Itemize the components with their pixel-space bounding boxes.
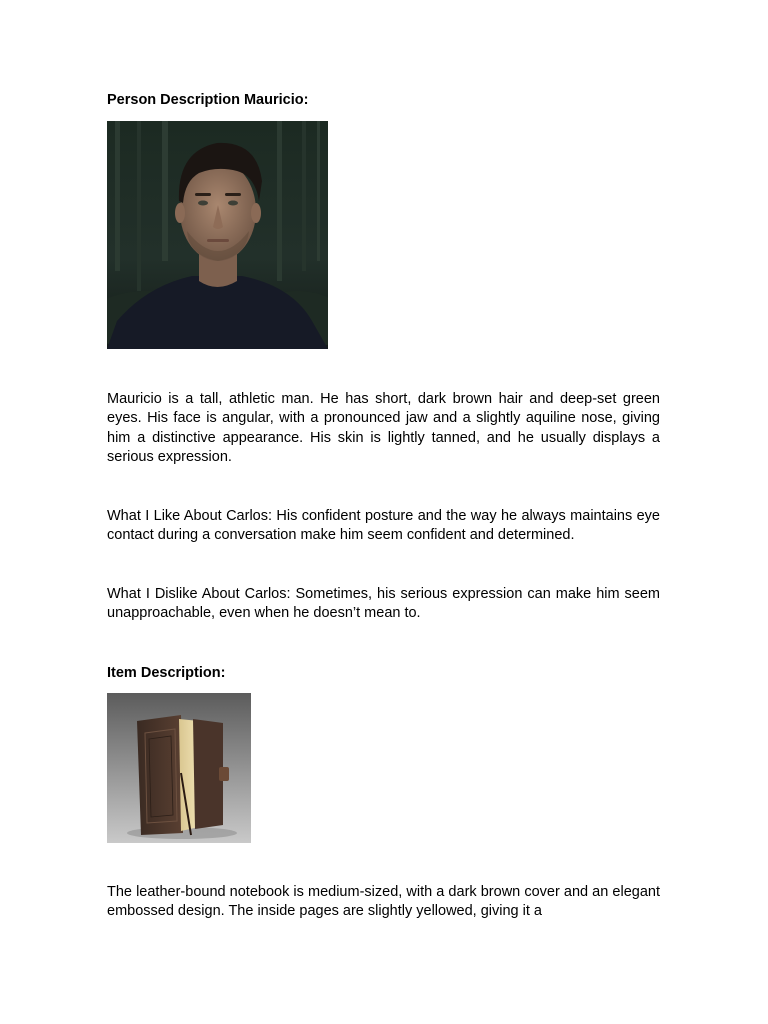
person-description: Mauricio is a tall, athletic man. He has short, dark brown hair and deep-set green eyes. His face is angular, with a pronounced jaw and a slightly aquiline nose, giving him a distinctive appearance. His skin is lightly tanned, and he usually displays a serious expression.	[107, 391, 660, 465]
notebook-photo-icon	[107, 693, 251, 843]
person-likes: What I Like About Carlos: His confident posture and the way he always maintains eye contact during a conversation make him seem confident and determined.	[107, 508, 660, 544]
item-description: The leather-bound notebook is medium-sized, with a dark brown cover and an elegant embossed design. The inside pages are slightly yellowed, giving it a	[107, 884, 660, 920]
person-dislikes: What I Dislike About Carlos: Sometimes, his serious expression can make him seem unapproachable, even when he doesn’t mean to.	[107, 586, 660, 622]
person-heading: Person Description Mauricio:	[107, 92, 309, 108]
notebook-photo	[107, 693, 251, 843]
portrait-photo	[107, 121, 328, 349]
portrait-photo-icon	[107, 121, 328, 349]
item-heading: Item Description:	[107, 665, 226, 681]
